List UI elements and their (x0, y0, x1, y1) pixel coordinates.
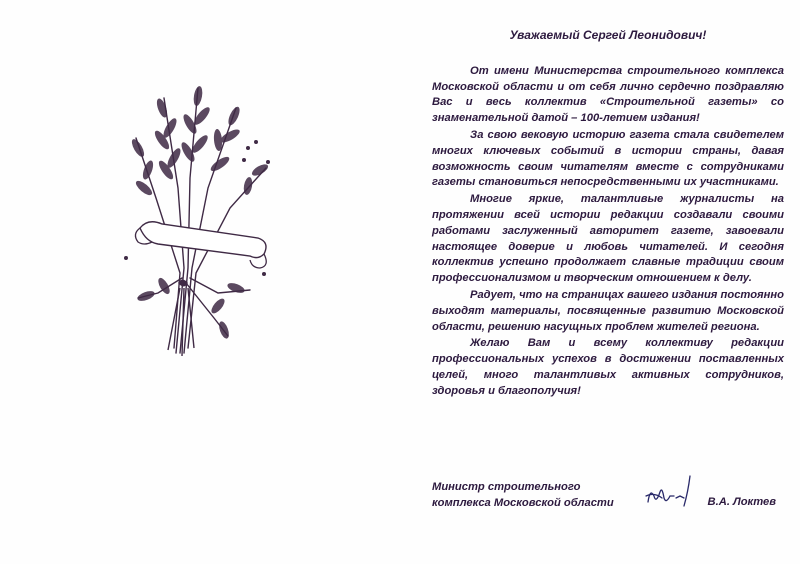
letter-paragraph: От имени Министерства строительного комплекса Московской области и от себя лично сердечно поздравляю Вас и весь коллектив «Строительной газеты» со знаменательной датой – 100-летием издания! (432, 64, 784, 125)
signatory-title (432, 480, 652, 512)
salutation: Уважаемый Сергей Леонидович! (509, 28, 707, 42)
letter-paragraph: Многие яркие, талантливые журналисты на протяжении всей истории редакции создавали своими работами заслуженный авторитет газете, завоевали настоящее доверие и любовь читателей. И сегодня коллектив успешно продолжает славные традиции своим профессионализмом и творческим отношением к делу. (432, 193, 784, 285)
letter-paragraph: Желаю Вам и всему коллективу редакции профессиональных успехов в достижении поставленных целей, много талантливых активных сотрудников, здоровья и благополучия! (432, 337, 784, 397)
signatory-title-line: комплекса Московской области (432, 496, 614, 509)
laurel-bouquet-emblem-icon (118, 78, 278, 358)
signatory-title-line: Министр строительного (432, 481, 581, 493)
signature-block (432, 480, 784, 520)
letter-body (432, 28, 784, 401)
signatory-name: В.А. Локтев (707, 496, 776, 508)
letter-paragraph: За свою вековую историю газета стала свидетелем многих ключевых событий в истории страны, давая возможность своим читателям вместе с сотрудниками газеты становиться непосредственными их участниками. (432, 128, 784, 189)
handwritten-signature-icon (640, 466, 700, 514)
letter-paragraph: Радует, что на страницах вашего издания постоянно выходят материалы, посвященные развитию Московской области, решению насущных проблем жителей региона. (432, 288, 784, 333)
